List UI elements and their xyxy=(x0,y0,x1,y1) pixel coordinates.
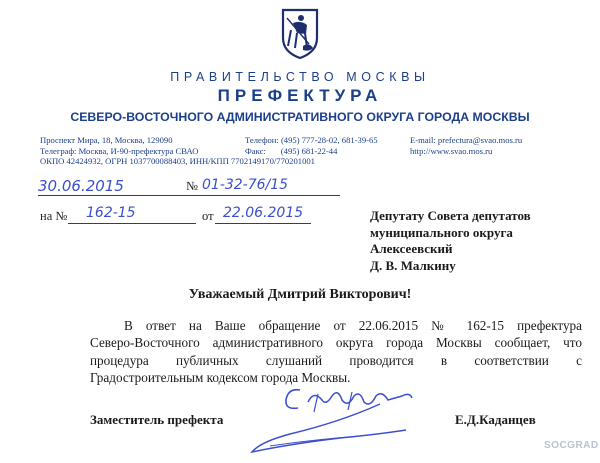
contacts-web-block xyxy=(410,135,522,156)
reference-number-line xyxy=(68,206,196,224)
body-line: В ответ на Ваше обращение от 22.06.2015 № 162-15 префектура xyxy=(124,318,582,333)
letter-body xyxy=(90,317,582,386)
outgoing-number: 01-32-76/15 xyxy=(202,177,289,193)
reference-date: 22.06.2015 xyxy=(223,205,304,221)
addressee-line: Д. В. Малкину xyxy=(370,257,456,273)
body-line: процедура публичных слушаний проводится в соответствии с xyxy=(90,352,582,368)
reference-number: 162-15 xyxy=(86,205,136,221)
greeting: Уважаемый Дмитрий Викторович! xyxy=(188,287,412,302)
outgoing-number-line xyxy=(186,177,340,196)
codes-line: ОКПО 42424932, ОГРН 1037700088403, ИНН/КПП 7702149170/770201001 xyxy=(40,156,315,166)
outgoing-date: 30.06.2015 xyxy=(38,177,124,195)
district-title: СЕВЕРО-ВОСТОЧНОГО АДМИНИСТРАТИВНОГО ОКРУГА ГОРОДА МОСКВЫ xyxy=(70,110,530,124)
handwritten-signature xyxy=(230,382,430,457)
date-line xyxy=(38,178,190,196)
moscow-coat-of-arms-emblem xyxy=(279,6,321,60)
government-title: ПРАВИТЕЛЬСТВО МОСКВЫ xyxy=(170,70,430,84)
number-sign: № xyxy=(186,179,198,193)
addressee-line: Алексеевский xyxy=(370,241,453,256)
addressee-line: муниципального округа xyxy=(370,224,513,240)
contacts-phone-block xyxy=(245,135,378,156)
reference-date-line xyxy=(215,206,311,224)
body-line: Северо-Восточного административного округа города Москвы сообщает, что xyxy=(90,335,582,351)
web-line: http://www.svao.mos.ru xyxy=(410,145,493,156)
prefecture-title: ПРЕФЕКТУРА xyxy=(217,86,383,105)
signatory-title: Заместитель префекта xyxy=(90,412,224,427)
fax-line: Факс: (495) 681-22-44 xyxy=(245,145,338,156)
address-line: Проспект Мира, 18, Москва, 129090 xyxy=(40,135,173,145)
reference-label: на № xyxy=(40,209,68,223)
signatory-name: Е.Д.Каданцев xyxy=(455,412,536,427)
reference-date-label: от xyxy=(202,209,214,223)
watermark-logo: SOCGRAD xyxy=(544,440,599,451)
addressee-block xyxy=(370,208,590,274)
addressee-line: Депутату Совета депутатов xyxy=(370,208,531,223)
body-line: Градостроительным кодексом города Москвы. xyxy=(90,369,351,385)
phone-line: Телефон: (495) 777-28-02, 681-39-65 xyxy=(245,135,378,145)
telegraph-line: Телеграф: Москва, И-90-префектура СВАО xyxy=(40,145,199,156)
email-line: E-mail: prefectura@svao.mos.ru xyxy=(410,135,523,145)
